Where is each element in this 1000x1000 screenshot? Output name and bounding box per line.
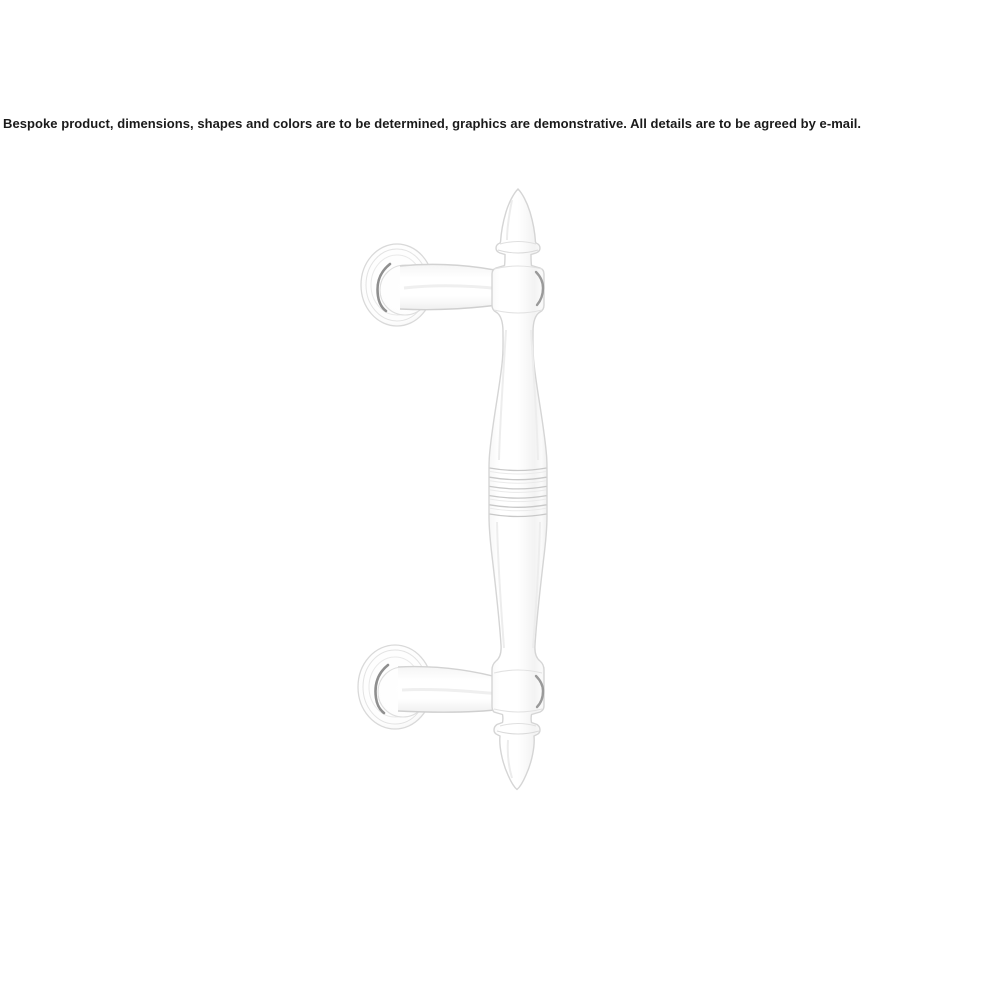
disclaimer-text: Bespoke product, dimensions, shapes and colors are to be determined, graphics are demonstrative. All details are to be agreed by e-mail.	[3, 116, 862, 131]
bottom-arm	[398, 667, 504, 713]
spindle	[489, 189, 547, 790]
top-arm	[400, 264, 504, 309]
